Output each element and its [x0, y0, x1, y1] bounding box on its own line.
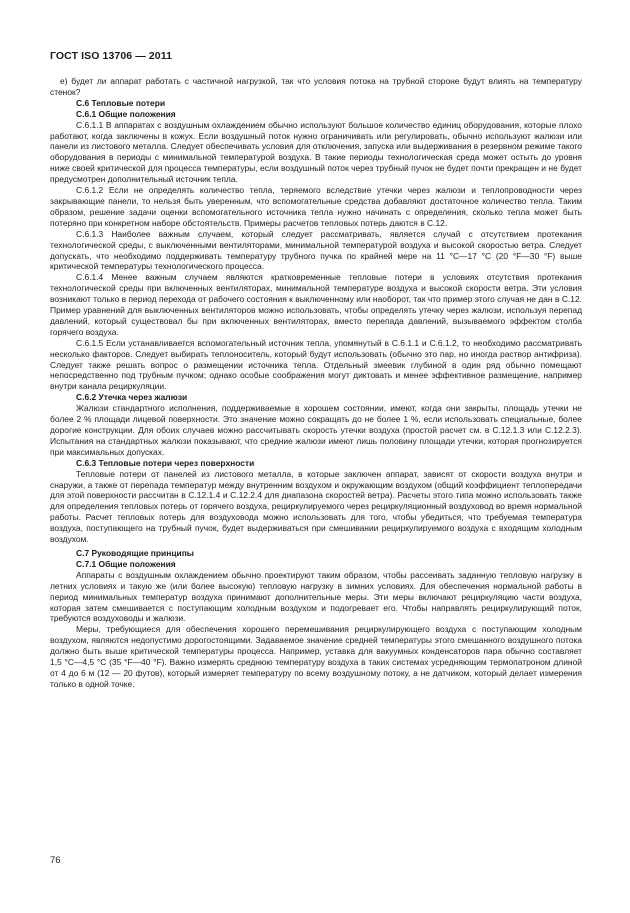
section-heading-c6: С.6 Тепловые потери — [76, 97, 166, 108]
paragraph-c6-1-5: С.6.1.5 Если устанавливается вспомогательный источник тепла, упомянутый в С.6.1.1 и С.6.1.2, то необходимо рассматривать несколько факторов. Следует выбирать теплоноситель, который будут использовать (обычно это пар, но иногда раствор антифриза). Следует также решать вопрос о размещении источника тепла. Отдельный змеевик глубиной в один ряд обычно помещают непосредственно под трубным пучком; однако особые соображения могут диктовать и менее эффективное размещение, например внутри канала рециркуляции. — [50, 337, 582, 392]
page-number: 76 — [50, 855, 61, 866]
document-body — [50, 76, 582, 690]
subsection-heading-c7-1: С.7.1 Общие положения — [76, 558, 176, 569]
paragraph-c7-1-b: Меры, требующиеся для обеспечения хорошего перемешивания рециркулирующего воздуха с поступающим холодным воздухом, являются недопустимо дорогостоящими. Задаваемое значение средней температуры этого смешанного воздушного потока должно быть выше критической температуры процесса. Например, уставка для вакуумных конденсаторов пара обычно составляет 1,5 °С—4,5 °С (35 °F—40 °F). Важно измерять среднюю температуру воздуха в таких системах усредняющим термопатроном длиной от 4 до 6 м (12 — 20 футов), который измеряет температуру по всему воздушному потоку, а не датчиком, который делает измерения только в одной точке. — [50, 624, 582, 689]
document-header: ГОСТ ISO 13706 — 2011 — [50, 50, 173, 62]
paragraph-c6-1-2: С.6.1.2 Если не определять количество тепла, теряемого вследствие утечки через жалюзи и теплопроводности через закрывающие панели, то нельзя быть уверенным, что вспомогательные средства добавляют достаточное количество тепла. Таким образом, решение задачи оценки вспомогательного источника тепла нужно начинать с определения, сколько тепла может быть потеряно при конкретном наборе обстоятельств. Примеры расчетов тепловых потерь даются в С.12. — [50, 185, 582, 228]
paragraph-c6-1-3: С.6.1.3 Наиболее важным случаем, который следует рассматривать, является случай с отсутствием протекания технологической среды, с выключенными вентиляторами, минимальной температурой воздуха и высокой скоростью ветра. Следует допускать, что необходимо поддерживать температуру трубного пучка по крайней мере на 11 °С—17 °С (20 °F—30 °F) выше критической температуры технологического процесса. — [50, 228, 582, 272]
paragraph-c6-3: Тепловые потери от панелей из листового металла, в которые заключен аппарат, зависят от скорости воздуха внутри и снаружи, а также от перепада температур между внутренним воздухом и окружающим воздухом (общий коэффициент теплопередачи для этой поверхности рассчитан в С.12.1.4 и С.12.2.4 для диапазона скоростей ветра). Расчеты этого типа можно использовать также для определения тепловых потерь от горячего воздуха, рециркулируемого через рециркуляционный воздуховод во время нормальной работы. Расчет тепловых потерь для воздуховода можно использовать для того, чтобы убедиться, что требуемая температура воздуха, поступающего на трубный пучок, будет выдерживаться при смешивании рециркулируемого воздуха с входящим холодным воздухом. — [50, 468, 582, 545]
paragraph-c6-2: Жалюзи стандартного исполнения, поддерживаемые в хорошем состоянии, имеют, когда они закрыты, площадь утечки не более 2 % площади лицевой поверхности. Это значение можно сокращать до не более 1 %, если использовать специальные, более дорогие конструкции. Для обоих случаев можно рассчитывать скорость утечки воздуха (простой расчет см. в С.12.1.3 или С.12.2.3). Испытания на стандартных жалюзи показывают, что средние жалюзи имеют лишь половину площади утечки, которая прогнозируется при максимальных допусках. — [50, 403, 582, 457]
paragraph-c6-1-1: С.6.1.1 В аппаратах с воздушным охлаждением обычно используют большое количество единиц оборудования, которые плохо работают, когда заключены в кожух. Если воздушный поток нужно ограничивать или регулировать, обычно используют жалюзи или панели из листового металла. Следует обеспечивать условия для отключения, запуска или выдерживания в резервном режиме такого оборудования в периоды с минимальной температурой воздуха. В такие периоды технологическая среда может остыть до уровня ниже своей критической для процесса температуры, если воздушный поток через трубный пучок не будет почти прекращен и не будет предусмотрен дополнительный источник тепла. — [50, 119, 582, 185]
section-heading-c7: С.7 Руководящие принципы — [76, 547, 195, 558]
subsection-heading-c6-3: С.6.3 Тепловые потери через поверхности — [76, 457, 255, 468]
subsection-heading-c6-1: С.6.1 Общие положения — [76, 108, 176, 119]
paragraph-c6-1-4: С.6.1.4 Менее важным случаем являются кратковременные тепловые потери в условиях отсутствия протекания технологической среды при включенных вентиляторах, минимальной температуре воздуха и высокой скорости ветра. Эти условия возникают только в период перехода от рабочего состояния к выключенному или наоборот, так что пример этого случая не дан в С.12. Пример уравнений для выключенных вентиляторов можно использовать, чтобы определять утечку через жалюзи, используя перепад давлений, который существовал бы при включенных вентиляторах, вместо перепада давлений, вызываемого эффектом столба горячего воздуха. — [50, 272, 582, 337]
paragraph-item-e: е) будет ли аппарат работать с частичной нагрузкой, так что условия потока на трубной стороне будут влиять на температуру стенок? — [50, 76, 582, 97]
subsection-heading-c6-2: С.6.2 Утечка через жалюзи — [76, 392, 188, 403]
paragraph-c7-1-a: Аппараты с воздушным охлаждением обычно проектируют таким образом, чтобы рассеивать заданную тепловую нагрузку в летних условиях и такую же (или более высокую) тепловую нагрузку в зимних условиях. Для обеспечения нормальной работы в период минимальных температур воздуха принимают дополнительные меры. Эти меры включают рециркуляцию части воздуха, которая затем смешивается с поступающим холодным воздухом и подогревает его. Чтобы направлять рециркулирующий поток, требуются воздуховоды и жалюзи. — [50, 569, 582, 624]
